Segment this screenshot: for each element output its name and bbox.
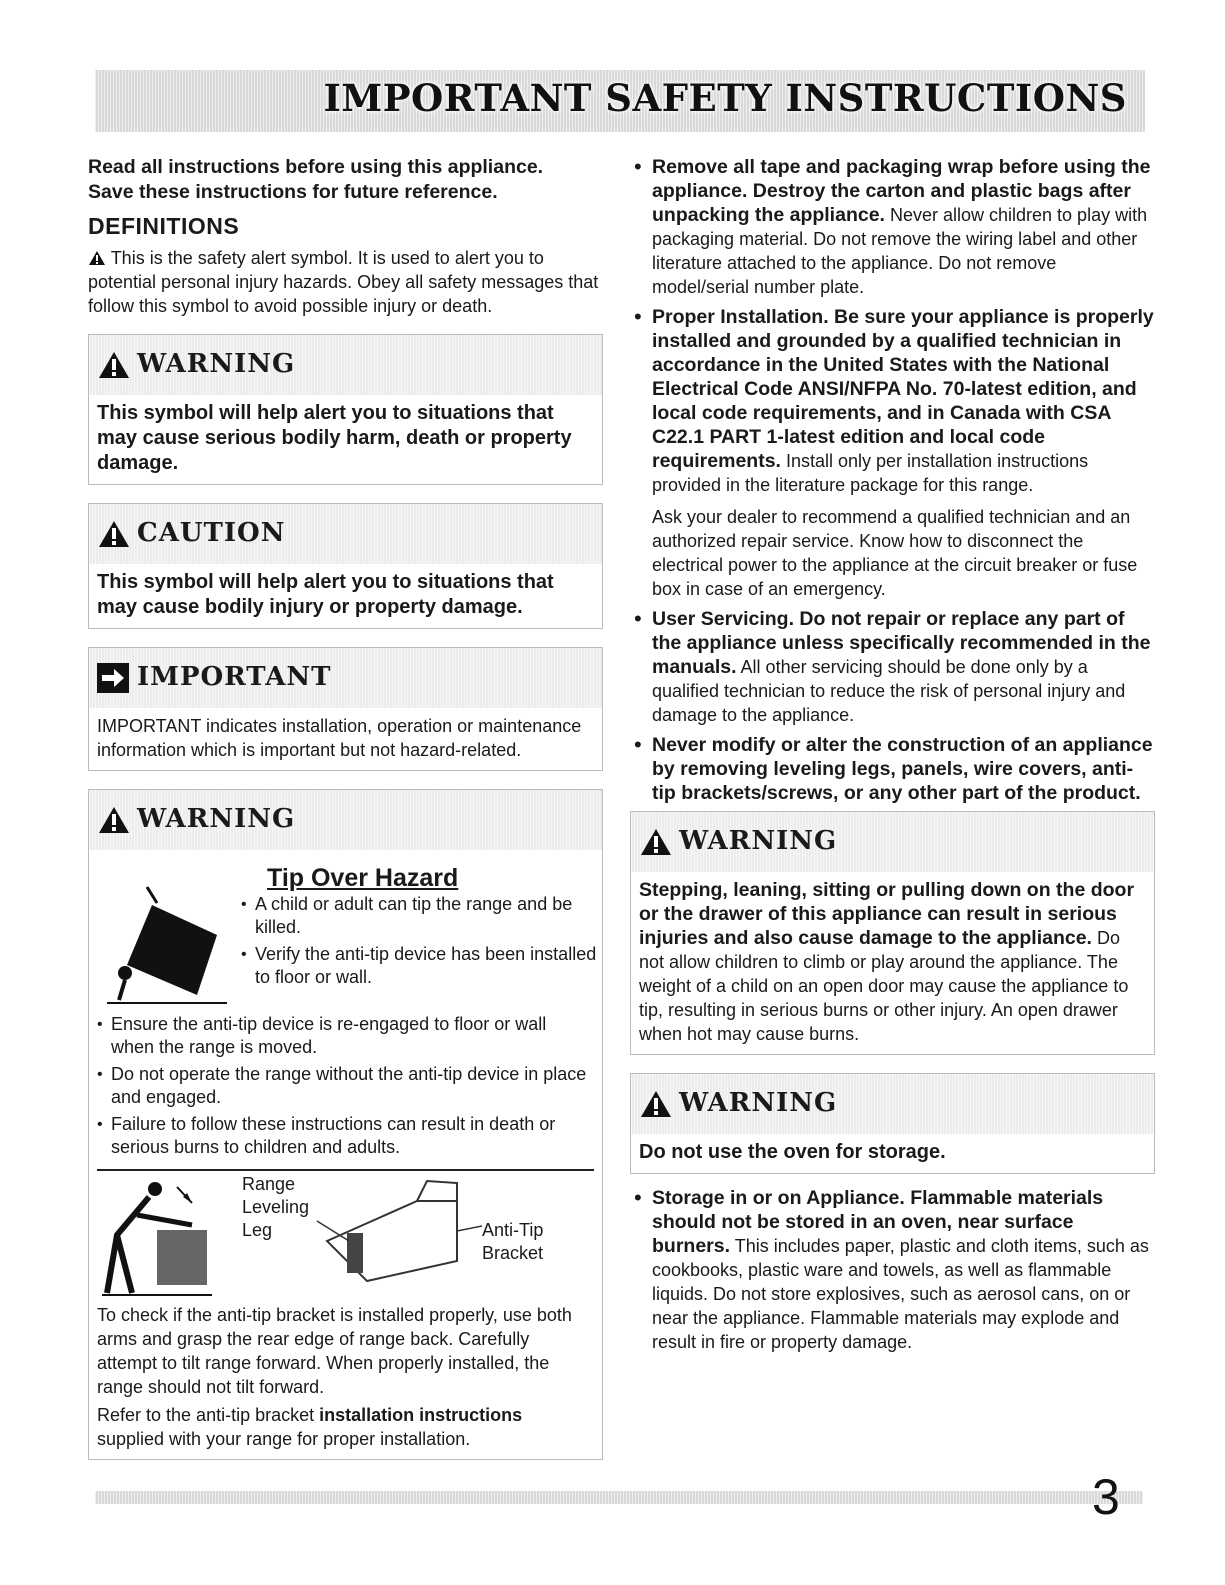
definitions-text [88,246,603,318]
range-leveling-leg-label: Range Leveling Leg [242,1174,310,1240]
arrow-right-icon [97,663,129,693]
warning-label-1: WARNING [137,349,296,379]
tip-bullet-list [237,893,597,993]
caution-text: This symbol will help alert you to situations that may cause bodily injury or property damage. [97,571,554,618]
tipping-range-illustration [97,885,237,1005]
tip-over-area [97,893,597,1013]
warning-icon [97,350,131,380]
bullet-servicing-text: All other servicing should be done only by a qualified technician to reduce the risk of personal injury and damage to the appliance. [652,657,1126,725]
warning-3-text: Do not allow children to climb or play around the appliance. The weight of a child on an open door may cause the appliance to tip, resulting in serious burns or other injury. An open drawer when hot may cause burns. [639,928,1129,1044]
right-bullet-list [630,155,1155,805]
anti-tip-bracket-label: Anti-Tip Bracket [482,1220,544,1263]
caution-header [89,504,602,564]
anti-tip-check-text: To check if the anti-tip bracket is installed properly, use both arms and grasp the rear edge of range back. Carefully attempt to tilt range forward. When properly installed, the range should not tilt forward. [97,1305,572,1397]
anti-tip-refer-text [97,1403,594,1451]
warning-header-2 [89,790,602,850]
bullet-installation-bold: Proper Installation. Be sure your appliance is properly installed and grounded by a qualified technician in accordance in the United States with the National Electrical Code ANSI/NFPA No. 70-latest edition, and local code requirements, and in Canada with CSA C22.1 PART 1-latest edition and local code requirements. [652,306,1154,472]
warning-icon [639,1089,673,1119]
bullet-packaging [630,155,1155,299]
warning-3-bold: Stepping, leaning, sitting or pulling down on the door or the drawer of this appliance can result in serious injuries and also cause damage to the appliance. [639,879,1135,949]
tip-bullet: • Verify the anti-tip device has been installed to floor or wall. [237,943,597,989]
warning-label-3: WARNING [679,826,838,856]
bullet-storage-bold: Storage in or on Appliance. Flammable materials should not be stored in an oven, near surface burners. [652,1187,1104,1257]
important-header [89,648,602,708]
anti-tip-bullet: • Failure to follow these instructions can result in death or serious burns to children and adults. [93,1113,594,1159]
warning-header-1 [89,335,602,395]
right-column [630,155,1155,1360]
tip-over-title: Tip Over Hazard [267,864,459,892]
warning-box-1 [88,334,603,485]
warning-box-4 [630,1073,1155,1174]
important-box [88,647,603,771]
definitions-body: This is the safety alert symbol. It is used to alert you to potential personal injury hazards. Obey all safety messages that follow this symbol to avoid possible injury or death. [88,248,599,316]
caution-icon [97,519,131,549]
bullet-modify [630,733,1155,805]
warning-label-4: WARNING [679,1088,838,1118]
refer-text-start: Refer to the anti-tip bracket [97,1405,320,1425]
refer-text-end: supplied with your range for proper installation. [97,1429,471,1449]
warning-header-3 [631,812,1154,872]
anti-tip-bullet-list [93,1013,594,1159]
safety-alert-icon [88,250,106,266]
warning-icon [639,827,673,857]
important-label: IMPORTANT [137,662,332,692]
bullet-installation-extra: Ask your dealer to recommend a qualified technician and an authorized repair service. Know how to disconnect the electrical power to the appliance at the circuit breaker or fuse box in case of an emergency. [652,507,1138,599]
warning-label-2: WARNING [137,804,296,834]
anti-tip-bullet: • Do not operate the range without the anti-tip device in place and engaged. [93,1063,594,1109]
tip-bullet: • A child or adult can tip the range and be killed. [237,893,597,939]
warning-text-3 [631,872,1154,1054]
anti-tip-bullet: • Ensure the anti-tip device is re-engaged to floor or wall when the range is moved. [93,1013,594,1059]
bullet-servicing [630,607,1155,727]
warning-body-2 [89,850,602,1459]
person-checking-range-illustration [97,1175,227,1300]
page-title: IMPORTANT SAFETY INSTRUCTIONS [323,76,1127,120]
bullet-packaging-bold: Remove all tape and packaging wrap before using the appliance. Destroy the carton and plastic bags after unpacking the appliance. [652,156,1151,226]
bullet-installation [630,305,1155,601]
storage-bullet-list [630,1186,1155,1354]
definitions-heading: DEFINITIONS [88,213,240,239]
bullet-servicing-bold: User Servicing. Do not repair or replace any part of the appliance unless specifically recommended in the manuals. [652,608,1151,678]
bullet-storage-text: This includes paper, plastic and cloth items, such as cookbooks, plastic ware and towels, as well as flammable liquids. Do not store explosives, such as aerosol cans, on or near the appliance. Flammable materials may explode and result in fire or property damage. [652,1236,1149,1352]
bullet-packaging-text: Never allow children to play with packaging material. Do not remove the wiring label and other literature attached to the appliance. Do not remove model/serial number plate. [652,205,1148,297]
title-banner [95,70,1145,132]
warning-box-2 [88,789,603,1460]
footer-bar [95,1491,1143,1504]
important-text: IMPORTANT indicates installation, operation or maintenance information which is important but not hazard-related. [97,716,582,760]
bullet-installation-text: Install only per installation instructions provided in the literature package for this range. [652,451,1089,495]
warning-box-3 [630,811,1155,1055]
anti-tip-bracket-illustration [307,1171,487,1296]
bullet-modify-bold: Never modify or alter the construction of an appliance by removing leveling legs, panels, wire covers, anti-tip brackets/screws, or any other part of the product. [652,734,1153,804]
warning-text-1: This symbol will help alert you to situations that may cause serious bodily harm, death or property damage. [97,402,572,474]
warning-text-4: Do not use the oven for storage. [639,1141,946,1163]
caution-box [88,503,603,629]
refer-text-bold: installation instructions [319,1405,523,1425]
anti-tip-diagram [97,1171,594,1299]
bullet-storage [630,1186,1155,1354]
intro-line-2: Save these instructions for future reference. [88,181,498,203]
warning-header-4 [631,1074,1154,1134]
left-column [88,155,603,1460]
warning-icon [97,805,131,835]
intro-line-1: Read all instructions before using this appliance. [88,156,544,178]
page-number: 3 [1092,1469,1120,1525]
caution-label: CAUTION [137,518,286,548]
